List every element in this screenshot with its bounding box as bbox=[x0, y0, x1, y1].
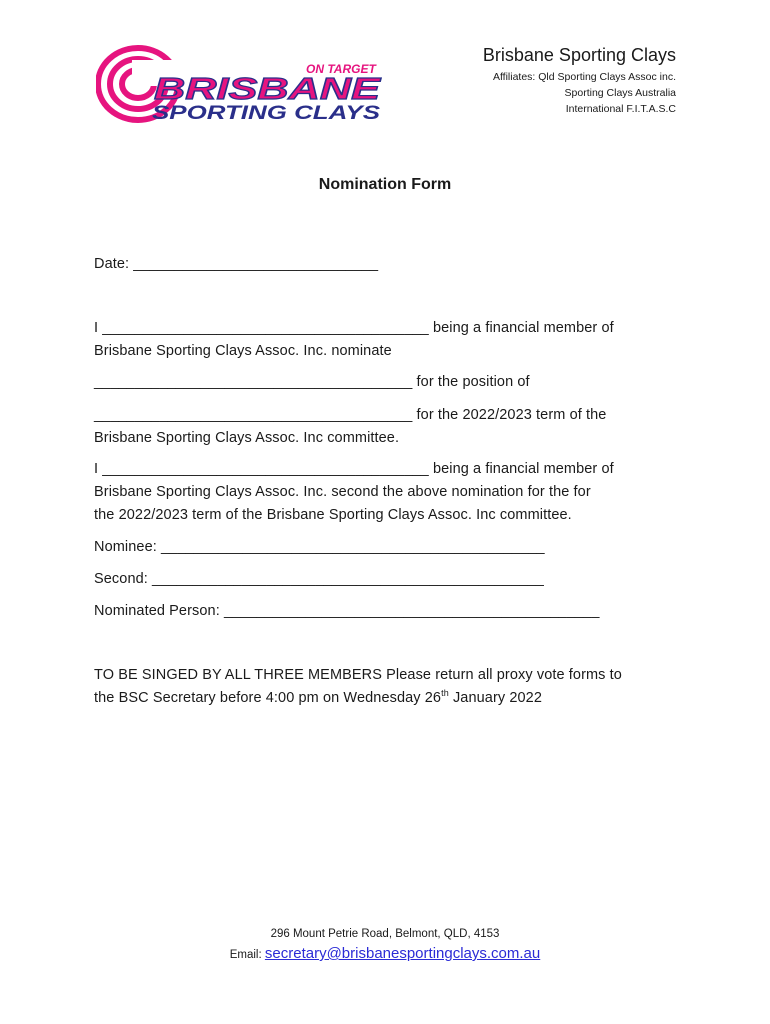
nominator-line-cont: Brisbane Sporting Clays Assoc. Inc. nominate bbox=[94, 343, 392, 359]
notice-line-deadline bbox=[94, 687, 542, 710]
date-field-line: Date: ______________________________ bbox=[94, 256, 379, 272]
affiliation-line: International F.I.T.A.S.C bbox=[565, 103, 676, 115]
logo-word-brisbane: BRISBANE bbox=[154, 71, 382, 106]
brisbane-sporting-clays-logo bbox=[96, 44, 388, 124]
notice-deadline-month: January 2022 bbox=[448, 690, 543, 706]
notice-line: TO BE SINGED BY ALL THREE MEMBERS Please return all proxy vote forms to bbox=[94, 667, 622, 683]
second-signature-line: Second: ________________________________________________ bbox=[94, 571, 544, 587]
seconder-line-cont: Brisbane Sporting Clays Assoc. Inc. second the above nomination for the for bbox=[94, 484, 591, 500]
term-line: _______________________________________ for the 2022/2023 term of the bbox=[94, 407, 607, 423]
org-name: Brisbane Sporting Clays bbox=[482, 45, 676, 65]
footer-email-row bbox=[0, 945, 770, 962]
nominator-line: I ________________________________________ being a financial member of bbox=[94, 320, 614, 336]
seconder-line-cont: the 2022/2023 term of the Brisbane Sporting Clays Assoc. Inc committee. bbox=[94, 507, 572, 523]
logo-tagline: ON TARGET bbox=[306, 62, 376, 76]
seconder-line: I ________________________________________ being a financial member of bbox=[94, 461, 614, 477]
email-label: Email: bbox=[229, 949, 262, 961]
affiliation-line: Sporting Clays Australia bbox=[564, 87, 676, 99]
org-info bbox=[483, 44, 676, 117]
form-title: Nomination Form bbox=[318, 176, 452, 193]
nominee-signature-line: Nominee: _______________________________________________ bbox=[94, 539, 545, 555]
term-line-cont: Brisbane Sporting Clays Assoc. Inc committee. bbox=[94, 430, 400, 446]
email-link[interactable]: secretary@brisbanesportingclays.com.au bbox=[264, 945, 541, 962]
date-ordinal-suffix: th bbox=[441, 688, 449, 699]
logo-word-sporting-clays: SPORTING CLAYS bbox=[152, 103, 381, 124]
notice-deadline-text: the BSC Secretary before 4:00 pm on Wednesday 26 bbox=[94, 690, 442, 706]
position-line: _______________________________________ for the position of bbox=[94, 374, 530, 390]
affiliation-line: Affiliates: Qld Sporting Clays Assoc inc. bbox=[492, 71, 676, 83]
footer-address: 296 Mount Petrie Road, Belmont, QLD, 4153 bbox=[270, 928, 500, 940]
nominated-person-signature-line: Nominated Person: ______________________________________________ bbox=[94, 603, 600, 619]
